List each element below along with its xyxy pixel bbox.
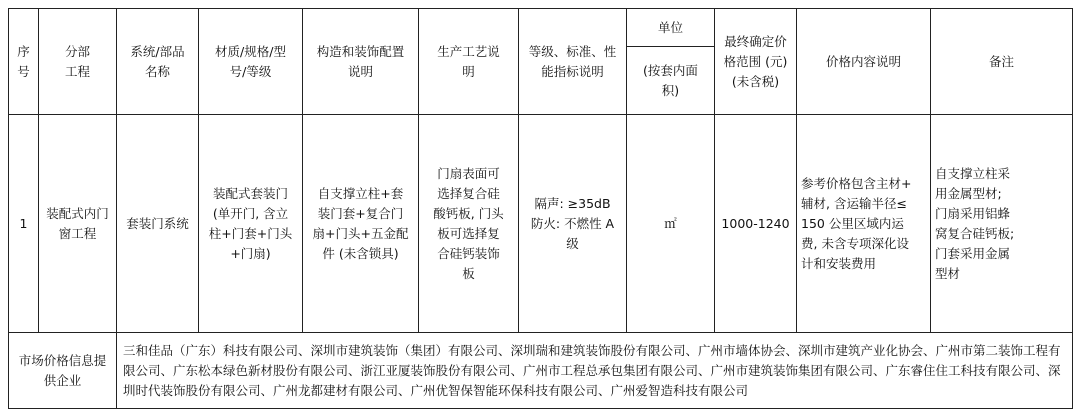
- header-sub-project: 分部 工程: [39, 9, 117, 115]
- header-material: 材质/规格/型 号/等级: [199, 9, 303, 115]
- header-grade: 等级、标准、性 能指标说明: [519, 9, 627, 115]
- cell-price-range: 1000-1240: [715, 115, 797, 333]
- footer-row: [9, 333, 1073, 409]
- cell-process: 门扇表面可 选择复合硅 酸钙板, 门头 板可选择复 合硅钙装饰 板: [419, 115, 519, 333]
- cell-system-name: 套装门系统: [117, 115, 199, 333]
- header-remarks: 备注: [931, 9, 1073, 115]
- header-process: 生产工艺说 明: [419, 9, 519, 115]
- cell-grade: 隔声: ≥35dB 防火: 不燃性 A 级: [519, 115, 627, 333]
- header-structure: 构造和装饰配置 说明: [303, 9, 419, 115]
- table-row: [9, 115, 1073, 333]
- footer-label: 市场价格信息提 供企业: [9, 333, 117, 409]
- header-unit-sub: (按套内面 积): [627, 47, 715, 115]
- footer-companies: 三和佳品（广东）科技有限公司、深圳市建筑装饰（集团）有限公司、深圳瑞和建筑装饰股份有限公司、广州市墙体协会、深圳市建筑产业化协会、广州市第二装饰工程有限公司、广东松本绿色新材股份有限公司、浙江亚厦装饰股份有限公司、广州市工程总承包集团有限公司、广州市建筑装饰集团有限公司、广东睿住住工科技有限公司、深圳时代装饰股份有限公司、广州龙都建材有限公司、广州优智保智能环保科技有限公司、广州爱智造科技有限公司: [117, 333, 1073, 409]
- header-seq: 序 号: [9, 9, 39, 115]
- cell-material: 装配式套装门 (单开门, 含立 柱+门套+门头 +门扇): [199, 115, 303, 333]
- header-unit: 单位: [627, 9, 715, 47]
- cell-remarks: 自支撑立柱采 用金属型材; 门扇采用铝蜂 窝复合硅钙板; 门套采用金属 型材: [931, 115, 1073, 333]
- price-info-table: [8, 8, 1073, 409]
- header-price-desc: 价格内容说明: [797, 9, 931, 115]
- header-row-top: [9, 9, 1073, 47]
- cell-unit: ㎡: [627, 115, 715, 333]
- header-price-range: 最终确定价 格范围 (元) (未含税): [715, 9, 797, 115]
- cell-seq: 1: [9, 115, 39, 333]
- cell-structure: 自支撑立柱+套 装门套+复合门 扇+门头+五金配 件 (未含锁具): [303, 115, 419, 333]
- cell-price-desc: 参考价格包含主材+ 辅材, 含运输半径≤ 150 公里区域内运 费, 未含专项深化设 计和安装费用: [797, 115, 931, 333]
- cell-sub-project: 装配式内门 窗工程: [39, 115, 117, 333]
- header-system-name: 系统/部品 名称: [117, 9, 199, 115]
